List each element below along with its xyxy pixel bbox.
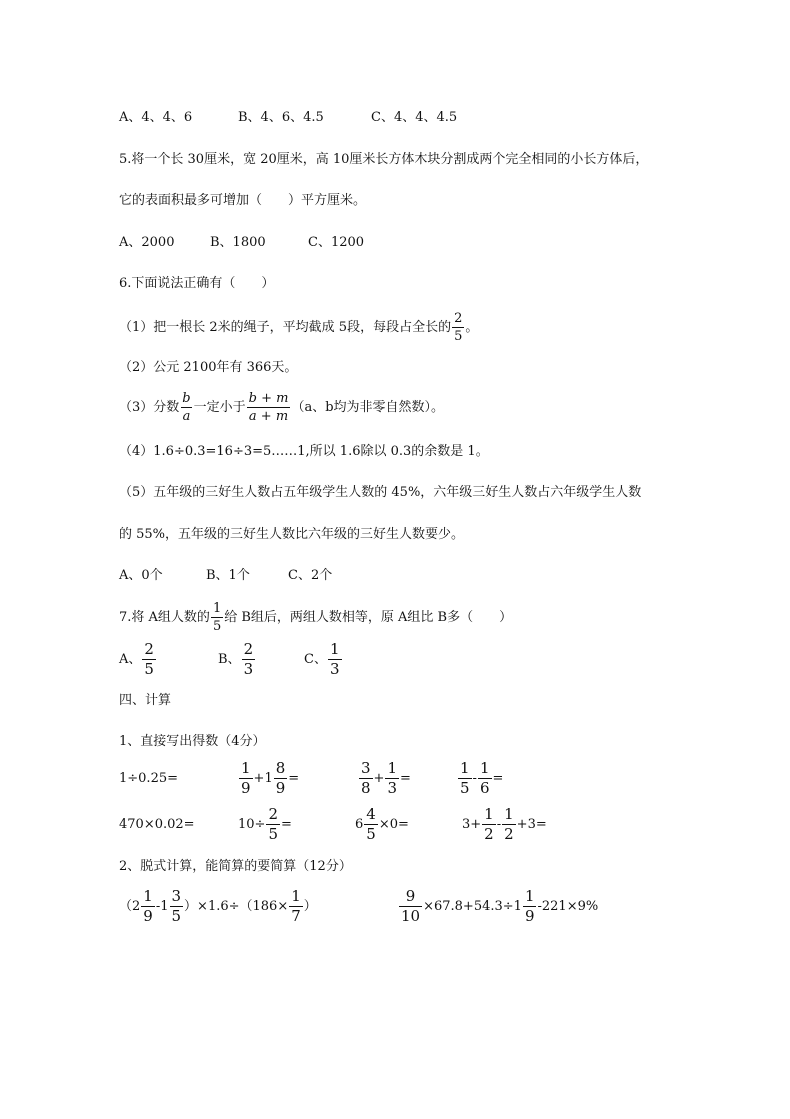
q7-post: 给 B组后，两组人数相等，原 A组比 B多（ ） [224, 610, 513, 625]
q4-option-b: B、4、6、4.5 [238, 110, 324, 125]
q6-stem: 6.下面说法正确有（ ） [119, 276, 275, 291]
calc-problem-4 [457, 760, 503, 798]
fraction [170, 889, 184, 924]
calc-problem-6 [238, 806, 292, 844]
numerator: b + m [248, 391, 289, 406]
whole-part: 6 [355, 817, 364, 832]
denominator: 9 [524, 907, 535, 925]
q6-statement-5-line2: 的 55%，五年级的三好生人数比六年级的三好生人数要少。 [119, 527, 465, 542]
q5-stem-line2: 它的表面积最多可增加（ ）平方厘米。 [119, 193, 367, 208]
denominator: 5 [454, 329, 463, 344]
fraction [328, 642, 342, 677]
fraction [359, 761, 373, 796]
q6-s1-text: （1）把一根长 2米的绳子，平均截成 5段，每段占全长的 [119, 320, 452, 335]
numerator: 1 [291, 887, 301, 905]
prefix: 10÷ [238, 817, 266, 832]
option-label: C、 [304, 652, 327, 667]
numerator: 1 [524, 887, 535, 905]
q6-option-b: B、1个 [206, 568, 250, 583]
q6-statement-3 [119, 389, 444, 427]
denominator: 10 [401, 907, 421, 925]
fraction [266, 807, 280, 842]
denominator: 9 [143, 907, 153, 925]
prefix: 3+ [462, 817, 482, 832]
numerator: 1 [387, 759, 397, 777]
fraction [399, 889, 422, 924]
numerator: 2 [243, 640, 254, 658]
option-label: B、 [218, 652, 241, 667]
denominator: 5 [171, 907, 182, 925]
q6-s3-pre: （3）分数 [119, 400, 180, 415]
denominator: 2 [504, 825, 514, 843]
denominator: a [182, 409, 191, 424]
denominator: 3 [387, 779, 397, 797]
denominator: a + m [248, 409, 289, 424]
fraction [239, 761, 253, 796]
equals: = [280, 817, 292, 832]
e1-open: （2 [119, 899, 141, 914]
fraction-b-over-a [180, 392, 192, 423]
fraction [478, 761, 492, 796]
numerator: 2 [454, 311, 463, 326]
denominator: 5 [144, 660, 154, 678]
numerator: 8 [275, 759, 286, 777]
q7-option-b [218, 642, 256, 678]
calc-problem-1: 1÷0.25= [119, 771, 179, 786]
q5-option-a: A、2000 [119, 235, 175, 250]
q5-option-c: C、1200 [308, 235, 365, 250]
q7-pre: 7.将 A组人数的 [119, 610, 210, 625]
e2-mid: ×67.8+54.3÷1 [423, 899, 522, 914]
numerator: 1 [504, 805, 514, 823]
e2-end: -221×9% [537, 899, 599, 914]
calc-problem-7 [355, 806, 409, 844]
fraction [523, 889, 537, 924]
operator: - [496, 817, 502, 832]
numerator: 4 [366, 805, 376, 823]
calc-problem-8 [462, 806, 547, 844]
fraction [458, 761, 472, 796]
calc-problem-5: 470×0.02= [119, 817, 195, 832]
e1-close: ） [303, 899, 317, 914]
fraction [289, 889, 303, 924]
fraction [242, 642, 256, 677]
denominator: 7 [291, 907, 301, 925]
q7-option-a [119, 642, 157, 678]
e1-mid: -1 [155, 899, 169, 914]
denominator: 5 [460, 779, 470, 797]
subsection-1-title: 1、直接写出得数（4分） [119, 734, 266, 749]
expression-2 [398, 888, 598, 926]
fraction-bm-over-am [247, 392, 291, 423]
fraction [502, 807, 516, 842]
fraction [364, 807, 378, 842]
equals: = [492, 771, 504, 786]
numerator: 1 [241, 759, 251, 777]
q6-statement-5-line1: （5）五年级的三好生人数占五年级学生人数的 45%，六年级三好生人数占六年级学生人数 [119, 485, 642, 500]
e1-rest: ）×1.6÷（186× [184, 899, 289, 914]
numerator: 9 [405, 887, 416, 905]
q7-stem [119, 600, 512, 636]
q6-option-c: C、2个 [288, 568, 333, 583]
numerator: 1 [479, 759, 490, 777]
calc-problem-3 [358, 760, 411, 798]
option-label: A、 [119, 652, 142, 667]
denominator: 6 [479, 779, 490, 797]
fraction [141, 889, 155, 924]
q6-s3-mid: 一定小于 [193, 400, 246, 415]
q6-statement-1 [119, 310, 478, 346]
fraction [142, 642, 156, 677]
denominator: 2 [484, 825, 494, 843]
numerator: 1 [212, 601, 222, 616]
q6-statement-4: （4）1.6÷0.3=16÷3=5……1,所以 1.6除以 0.3的余数是 1。 [119, 444, 489, 459]
q5-stem-line1: 5.将一个长 30厘米，宽 20厘米，高 10厘米长方体木块分割成两个完全相同的小长方体后， [119, 152, 649, 167]
fraction [211, 602, 223, 633]
denominator: 8 [361, 779, 371, 797]
calc-problem-2 [238, 760, 299, 798]
denominator: 3 [243, 660, 254, 678]
fraction [274, 761, 288, 796]
equals: = [400, 771, 411, 786]
q4-option-c: C、4、4、4.5 [371, 110, 458, 125]
q5-option-b: B、1800 [210, 235, 266, 250]
fraction [385, 761, 399, 796]
denominator: 5 [366, 825, 376, 843]
q4-option-a: A、4、4、6 [119, 110, 193, 125]
expression-1 [119, 888, 317, 926]
numerator: 3 [361, 759, 371, 777]
denominator: 3 [329, 660, 340, 678]
numerator: 1 [329, 640, 340, 658]
denominator: 5 [268, 825, 278, 843]
numerator: 1 [143, 887, 153, 905]
suffix: +3= [516, 817, 547, 832]
operator: + [373, 771, 385, 786]
denominator: 9 [275, 779, 286, 797]
numerator: 1 [460, 759, 470, 777]
section-title: 四、计算 [119, 693, 172, 708]
numerator: 1 [484, 805, 494, 823]
q6-s3-end: （a、b均为非零自然数）。 [291, 400, 445, 415]
denominator: 9 [241, 779, 251, 797]
fraction [482, 807, 496, 842]
operator: - [472, 771, 477, 786]
q6-s1-end: 。 [465, 320, 479, 335]
q6-statement-2: （2）公元 2100年有 366天。 [119, 360, 298, 375]
numerator: b [182, 391, 191, 406]
q6-option-a: A、0个 [119, 568, 163, 583]
fraction [452, 312, 464, 343]
numerator: 2 [144, 640, 154, 658]
subsection-2-title: 2、脱式计算，能简算的要简算（12分） [119, 859, 352, 874]
suffix: ×0= [378, 817, 409, 832]
q7-option-c [304, 642, 343, 678]
denominator: 5 [212, 619, 222, 634]
equals: = [288, 771, 300, 786]
numerator: 2 [268, 805, 278, 823]
operator: +1 [253, 771, 273, 786]
numerator: 3 [171, 887, 182, 905]
